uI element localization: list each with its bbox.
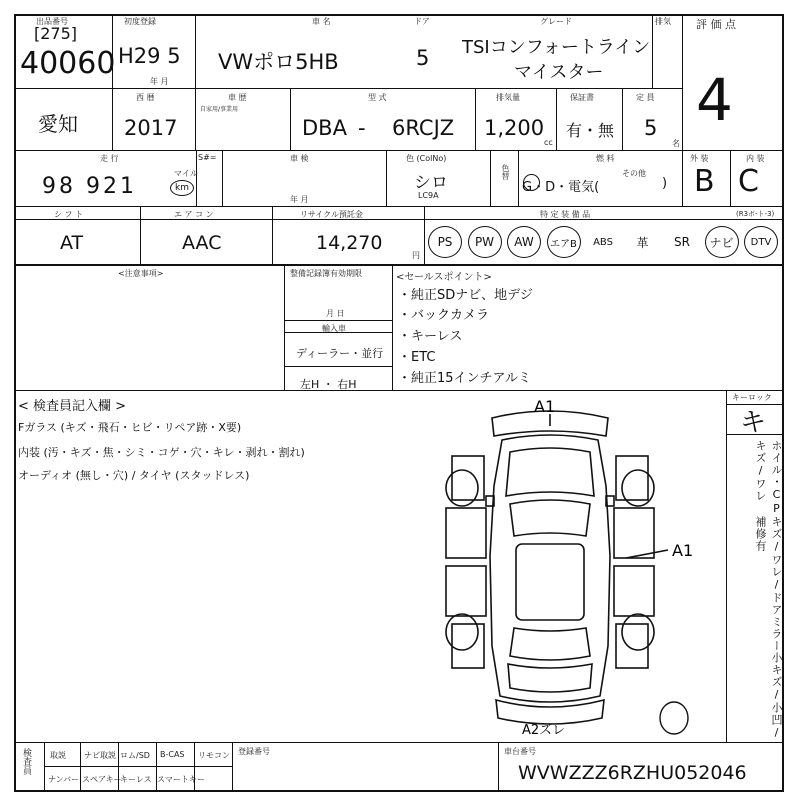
first-reg-label: 初度登録 — [124, 17, 156, 26]
shift: AT — [60, 232, 84, 254]
displacement: 1,200 — [484, 116, 545, 140]
footer-item: B-CAS — [160, 750, 185, 759]
selling-points-label: <セールスポイント> — [396, 272, 492, 283]
footer-item: ロム/SD — [120, 751, 150, 760]
exterior-label: 外 装 — [690, 154, 709, 163]
wheel — [622, 614, 654, 650]
lane-label: 出品番号 — [36, 17, 68, 26]
options-note: (R3ボ-ト-3) — [736, 210, 775, 218]
equipment-item: PW — [468, 226, 502, 258]
footer-item: ナビ取説 — [84, 751, 116, 760]
selling-point: ・純正SDナビ、地デジ — [398, 288, 533, 303]
model-prefix: DBA — [302, 116, 347, 140]
rule — [518, 150, 519, 206]
selling-point: ・キーレス — [398, 329, 463, 344]
rule — [14, 264, 784, 266]
mark-rear: A2ズレ — [522, 723, 566, 738]
rule — [682, 150, 683, 206]
warranty-label: 保証書 — [570, 93, 594, 102]
left-front-fender — [452, 456, 484, 500]
rule — [272, 206, 273, 264]
spare-wheel-mark — [660, 702, 688, 734]
selling-point: ・純正15インチアルミ — [398, 371, 532, 386]
fuel-label: 燃 料 — [596, 154, 615, 163]
recycle-label: リサイクル預託金 — [300, 210, 363, 219]
exterior: B — [694, 164, 715, 199]
rule — [284, 264, 285, 390]
doors-label: ドア — [414, 17, 430, 26]
car-damage-diagram — [430, 396, 730, 740]
mileage-unit-mile: マイル — [174, 169, 198, 178]
roof — [516, 544, 584, 620]
rule — [44, 766, 232, 767]
wheel — [446, 614, 478, 650]
capacity-unit: 名 — [672, 139, 680, 148]
model-code: 6RCJZ — [392, 116, 455, 140]
reg-no-label: 登録番号 — [238, 747, 270, 756]
rule — [222, 150, 223, 206]
rule — [80, 742, 81, 790]
footer-item: ナンバー — [48, 775, 80, 784]
grade-line1: TSIコンフォートライン — [462, 37, 651, 58]
rule — [392, 264, 393, 390]
trunk — [508, 664, 592, 692]
rule — [14, 390, 784, 391]
record-label: 整備記録簿有効期限 — [290, 269, 362, 278]
rule — [475, 88, 476, 150]
score-value: 4 — [696, 66, 733, 134]
fuel-circle — [523, 174, 540, 191]
grade-label: グレード — [540, 17, 572, 26]
import-value: ディーラー・並行 — [296, 347, 384, 360]
rule — [284, 320, 392, 321]
fuel-close: ) — [662, 176, 668, 191]
shift-label: シ フ ト — [54, 210, 84, 219]
equipment-item: エアB — [547, 226, 581, 258]
region: 愛知 — [38, 112, 78, 136]
rule — [730, 150, 731, 206]
selling-point: ・ETC — [398, 350, 436, 365]
footer-inspector-label: 検査員 — [21, 748, 31, 775]
shaken-label: 車 検 — [290, 154, 309, 163]
mark-line — [626, 550, 668, 558]
displacement-unit: cc — [544, 138, 553, 147]
hood — [506, 448, 594, 496]
color-label: 色 (ColNo) — [406, 154, 447, 163]
lot-number: 40060 — [20, 46, 116, 81]
year: 2017 — [124, 116, 178, 140]
keylock-label: キーロック — [732, 393, 772, 402]
capacity-label: 定 員 — [636, 93, 655, 102]
rule — [14, 206, 784, 207]
year-label: 西 暦 — [136, 93, 155, 102]
model-label: 型 式 — [368, 93, 387, 102]
color: シロ — [414, 173, 448, 193]
interior-line: 内装 (汚・キズ・焦・シミ・コゲ・穴・キレ・剥れ・割れ) — [18, 446, 305, 459]
rule — [14, 88, 682, 89]
fuel: G・D・電気( — [522, 180, 600, 195]
rule — [14, 219, 784, 220]
rule — [140, 206, 141, 264]
rule — [284, 366, 392, 367]
car-name-label: 車 名 — [312, 17, 331, 26]
shaken-unit: 年 月 — [290, 195, 309, 204]
vin: WVWZZZ6RZHU052046 — [518, 762, 747, 784]
mileage-unit-km: km — [170, 180, 194, 196]
model-dash: - — [358, 116, 366, 140]
rule — [290, 88, 291, 150]
rule — [14, 14, 16, 792]
selling-point: ・バックカメラ — [398, 308, 490, 323]
fglass-line: Fガラス (キズ・飛石・ヒビ・リペア跡・X要) — [18, 421, 242, 434]
s-label: S#= — [198, 153, 217, 162]
fuel-other: その他 — [622, 169, 646, 178]
equipment-item: DTV — [744, 226, 778, 258]
options-label: 特 定 装 備 品 — [540, 210, 591, 219]
rule — [490, 150, 491, 206]
left-rear-door — [446, 566, 486, 616]
footer-item: 取説 — [50, 751, 66, 760]
history-sub: 自家用/事業用 — [200, 106, 239, 113]
side-note: ホイル・CPキズ/ワレ/ドアミラー小キズ/小凹/キズ/ワレ 補修有 — [754, 440, 783, 740]
first-reg-value: H29 5 — [118, 44, 181, 68]
equipment-item: ABS — [593, 236, 613, 248]
warranty: 有・無 — [566, 121, 615, 140]
mark-front: A1 — [534, 397, 556, 416]
rule — [14, 150, 784, 151]
inspector-title: < 検査員記入欄 > — [18, 399, 127, 414]
notes-label: <注意事項> — [118, 269, 164, 278]
equipment-item: PS — [428, 226, 462, 258]
windshield — [510, 500, 590, 536]
displacement-label: 排気量 — [496, 93, 520, 102]
rule — [498, 742, 499, 790]
rule — [14, 742, 784, 743]
keylock-value: キ — [740, 408, 767, 438]
doors: 5 — [416, 46, 430, 70]
right-front-door — [614, 508, 654, 558]
rule — [424, 206, 425, 264]
color-change-label: 色替 — [501, 164, 510, 180]
rule — [195, 88, 196, 150]
grade-line2: マイスター — [514, 62, 604, 83]
first-reg-unit: 年 月 — [150, 77, 169, 86]
rule — [112, 14, 113, 150]
lot-bracket: [275] — [34, 24, 78, 43]
left-front-door — [446, 508, 486, 558]
rule — [232, 742, 233, 790]
rule — [195, 14, 196, 88]
ac: AAC — [182, 232, 222, 254]
vin-label: 車台番号 — [504, 747, 536, 756]
ac-label: エ ア コ ン — [174, 210, 214, 219]
rule — [14, 790, 784, 792]
color-code: LC9A — [418, 191, 439, 200]
handle: 左H ・ 右H — [300, 378, 357, 391]
rear-window — [510, 628, 590, 660]
right-front-fender — [616, 456, 648, 500]
rear-bumper — [496, 700, 604, 724]
score-label: 評 価 点 — [696, 18, 736, 31]
mileage-label: 走 行 — [100, 154, 119, 163]
car-name: VWポロ5HB — [218, 50, 339, 74]
equipment-item: 革 — [636, 235, 649, 250]
equipment-item: SR — [674, 235, 690, 249]
mileage: 98 921 — [42, 174, 137, 199]
footer-item: キーレス — [120, 775, 152, 784]
equipment-item: AW — [507, 226, 541, 258]
recycle: 14,270 — [316, 232, 383, 254]
rule — [386, 150, 387, 206]
recycle-unit: 円 — [412, 251, 420, 260]
equipment-item: ナビ — [705, 226, 739, 258]
mark-right-door: A1 — [672, 541, 694, 560]
import-label: 輸入車 — [322, 324, 346, 333]
row1-side-label: 排気 — [655, 17, 671, 26]
rule — [652, 14, 653, 88]
footer-item: スペアキー — [82, 775, 122, 784]
rule — [622, 88, 623, 150]
audio-line: オーディオ (無し・穴) / タイヤ (スタッドレス) — [18, 469, 250, 482]
record-unit: 月 日 — [326, 309, 345, 318]
interior-grade: C — [738, 164, 759, 199]
interior-label: 内 装 — [746, 154, 765, 163]
capacity: 5 — [644, 116, 658, 140]
right-rear-fender — [616, 624, 648, 668]
left-rear-fender — [452, 624, 484, 668]
footer-item: リモコン — [198, 751, 230, 760]
footer-item: スマートキー — [157, 775, 205, 784]
rule — [682, 14, 683, 150]
rule — [556, 88, 557, 150]
history-label: 車 歴 — [228, 93, 247, 102]
right-rear-door — [614, 566, 654, 616]
